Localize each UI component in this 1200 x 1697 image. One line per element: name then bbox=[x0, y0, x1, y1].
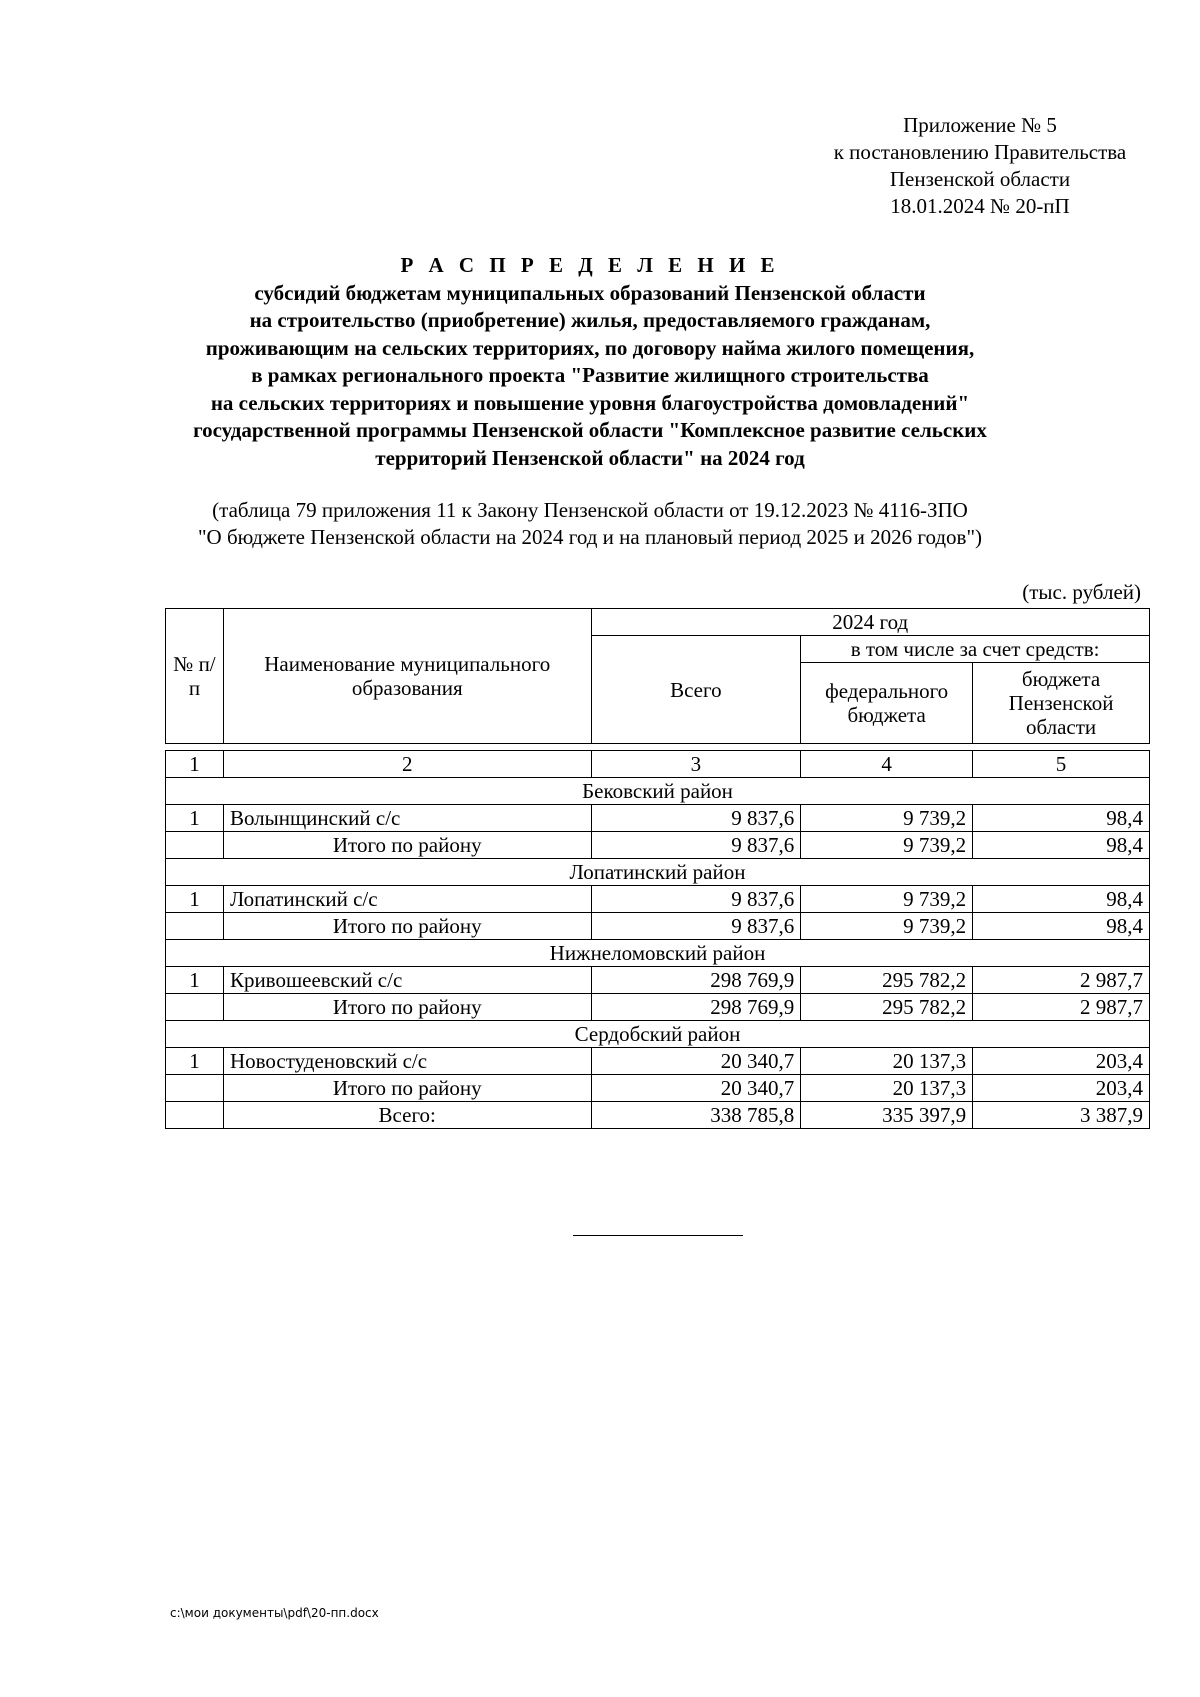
appendix-block bbox=[780, 112, 1180, 220]
row-regional: 98,4 bbox=[973, 805, 1150, 832]
district-name: Сердобский район bbox=[166, 1021, 1150, 1048]
subtotal-federal: 20 137,3 bbox=[801, 1075, 973, 1102]
footer-file-path: c:\мои документы\pdf\20-пп.docx bbox=[170, 1606, 379, 1620]
subtotal-regional: 203,4 bbox=[973, 1075, 1150, 1102]
district-name: Лопатинский район bbox=[166, 859, 1150, 886]
district-header-row bbox=[166, 1021, 1150, 1048]
header-year: 2024 год bbox=[591, 609, 1149, 636]
row-name: Лопатинский с/с bbox=[223, 886, 591, 913]
subtotal-label: Итого по району bbox=[223, 913, 591, 940]
end-divider bbox=[573, 1235, 743, 1236]
distribution-table bbox=[165, 608, 1150, 1129]
table-row bbox=[166, 967, 1150, 994]
title-line: территорий Пензенской области" на 2024 год bbox=[375, 445, 805, 470]
subtotal-total: 9 837,6 bbox=[591, 913, 801, 940]
appendix-line-2: к постановлению Правительства bbox=[833, 140, 1127, 164]
title-line: на сельских территориях и повышение уровня благоустройства домовладений" bbox=[210, 390, 970, 415]
subtotal-row bbox=[166, 1075, 1150, 1102]
subtotal-total: 9 837,6 bbox=[591, 832, 801, 859]
table-row bbox=[166, 886, 1150, 913]
grand-total-regional: 3 387,9 bbox=[973, 1102, 1150, 1129]
row-regional: 203,4 bbox=[973, 1048, 1150, 1075]
row-total: 9 837,6 bbox=[591, 886, 801, 913]
row-num: 1 bbox=[166, 967, 224, 994]
appendix-line-1: Приложение № 5 bbox=[903, 113, 1057, 137]
row-total: 298 769,9 bbox=[591, 967, 801, 994]
row-name: Кривошеевский с/с bbox=[223, 967, 591, 994]
law-reference-line-1: (таблица 79 приложения 11 к Закону Пензенской области от 19.12.2023 № 4116-ЗПО bbox=[212, 498, 968, 522]
column-number: 1 bbox=[166, 751, 224, 778]
column-number: 4 bbox=[801, 751, 973, 778]
grand-total-total: 338 785,8 bbox=[591, 1102, 801, 1129]
row-name: Новостуденовский с/с bbox=[223, 1048, 591, 1075]
title-line: проживающим на сельских территориях, по договору найма жилого помещения, bbox=[205, 335, 975, 360]
row-num: 1 bbox=[166, 886, 224, 913]
subtotal-federal: 9 739,2 bbox=[801, 913, 973, 940]
law-reference-line-2: "О бюджете Пензенской области на 2024 год и на плановый период 2025 и 2026 годов") bbox=[197, 525, 983, 549]
subtotal-row bbox=[166, 832, 1150, 859]
district-name: Бековский район bbox=[166, 778, 1150, 805]
subtotal-federal: 9 739,2 bbox=[801, 832, 973, 859]
subtotal-regional: 2 987,7 bbox=[973, 994, 1150, 1021]
district-header-row bbox=[166, 859, 1150, 886]
subtotal-federal: 295 782,2 bbox=[801, 994, 973, 1021]
header-including: в том числе за счет средств: bbox=[801, 636, 1150, 663]
subtotal-total: 20 340,7 bbox=[591, 1075, 801, 1102]
row-regional: 98,4 bbox=[973, 886, 1150, 913]
subtotal-label: Итого по району bbox=[223, 994, 591, 1021]
header-num: № п/п bbox=[166, 609, 224, 744]
subtotal-row bbox=[166, 913, 1150, 940]
column-number: 5 bbox=[973, 751, 1150, 778]
table-row bbox=[166, 1048, 1150, 1075]
header-name: Наименование муниципального образования bbox=[223, 609, 591, 744]
subtotal-label: Итого по району bbox=[223, 1075, 591, 1102]
subtotal-regional: 98,4 bbox=[973, 832, 1150, 859]
district-header-row bbox=[166, 940, 1150, 967]
table-row bbox=[166, 805, 1150, 832]
column-number-row bbox=[166, 751, 1150, 778]
subtotal-row bbox=[166, 994, 1150, 1021]
row-regional: 2 987,7 bbox=[973, 967, 1150, 994]
grand-total-row bbox=[166, 1102, 1150, 1129]
header-separator bbox=[166, 744, 1150, 751]
row-num: 1 bbox=[166, 805, 224, 832]
appendix-line-3: Пензенской области bbox=[889, 167, 1071, 191]
row-federal: 9 739,2 bbox=[801, 805, 973, 832]
document-title bbox=[130, 252, 1050, 472]
grand-total-label: Всего: bbox=[223, 1102, 591, 1129]
table-header-row bbox=[166, 609, 1150, 636]
header-total: Всего bbox=[591, 636, 801, 744]
subtotal-regional: 98,4 bbox=[973, 913, 1150, 940]
title-heading: Р А С П Р Е Д Е Л Е Н И Е bbox=[400, 253, 780, 277]
row-total: 20 340,7 bbox=[591, 1048, 801, 1075]
row-federal: 295 782,2 bbox=[801, 967, 973, 994]
title-line: государственной программы Пензенской области "Комплексное развитие сельских bbox=[193, 418, 987, 442]
title-line: в рамках регионального проекта "Развитие жилищного строительства bbox=[251, 363, 929, 387]
district-header-row bbox=[166, 778, 1150, 805]
header-federal: федерального бюджета bbox=[801, 663, 973, 744]
title-line: субсидий бюджетам муниципальных образований Пензенской области bbox=[254, 280, 926, 305]
district-name: Нижнеломовский район bbox=[166, 940, 1150, 967]
row-federal: 20 137,3 bbox=[801, 1048, 973, 1075]
row-num: 1 bbox=[166, 1048, 224, 1075]
column-number: 2 bbox=[223, 751, 591, 778]
header-regional: бюджета Пензенской области bbox=[973, 663, 1150, 744]
appendix-line-4: 18.01.2024 № 20-пП bbox=[890, 194, 1070, 218]
title-line: на строительство (приобретение) жилья, предоставляемого гражданам, bbox=[249, 308, 931, 332]
law-reference bbox=[130, 497, 1050, 551]
units-label: (тыс. рублей) bbox=[1022, 580, 1141, 604]
column-number: 3 bbox=[591, 751, 801, 778]
row-federal: 9 739,2 bbox=[801, 886, 973, 913]
subtotal-label: Итого по району bbox=[223, 832, 591, 859]
row-name: Волынщинский с/с bbox=[223, 805, 591, 832]
row-total: 9 837,6 bbox=[591, 805, 801, 832]
subtotal-total: 298 769,9 bbox=[591, 994, 801, 1021]
grand-total-federal: 335 397,9 bbox=[801, 1102, 973, 1129]
